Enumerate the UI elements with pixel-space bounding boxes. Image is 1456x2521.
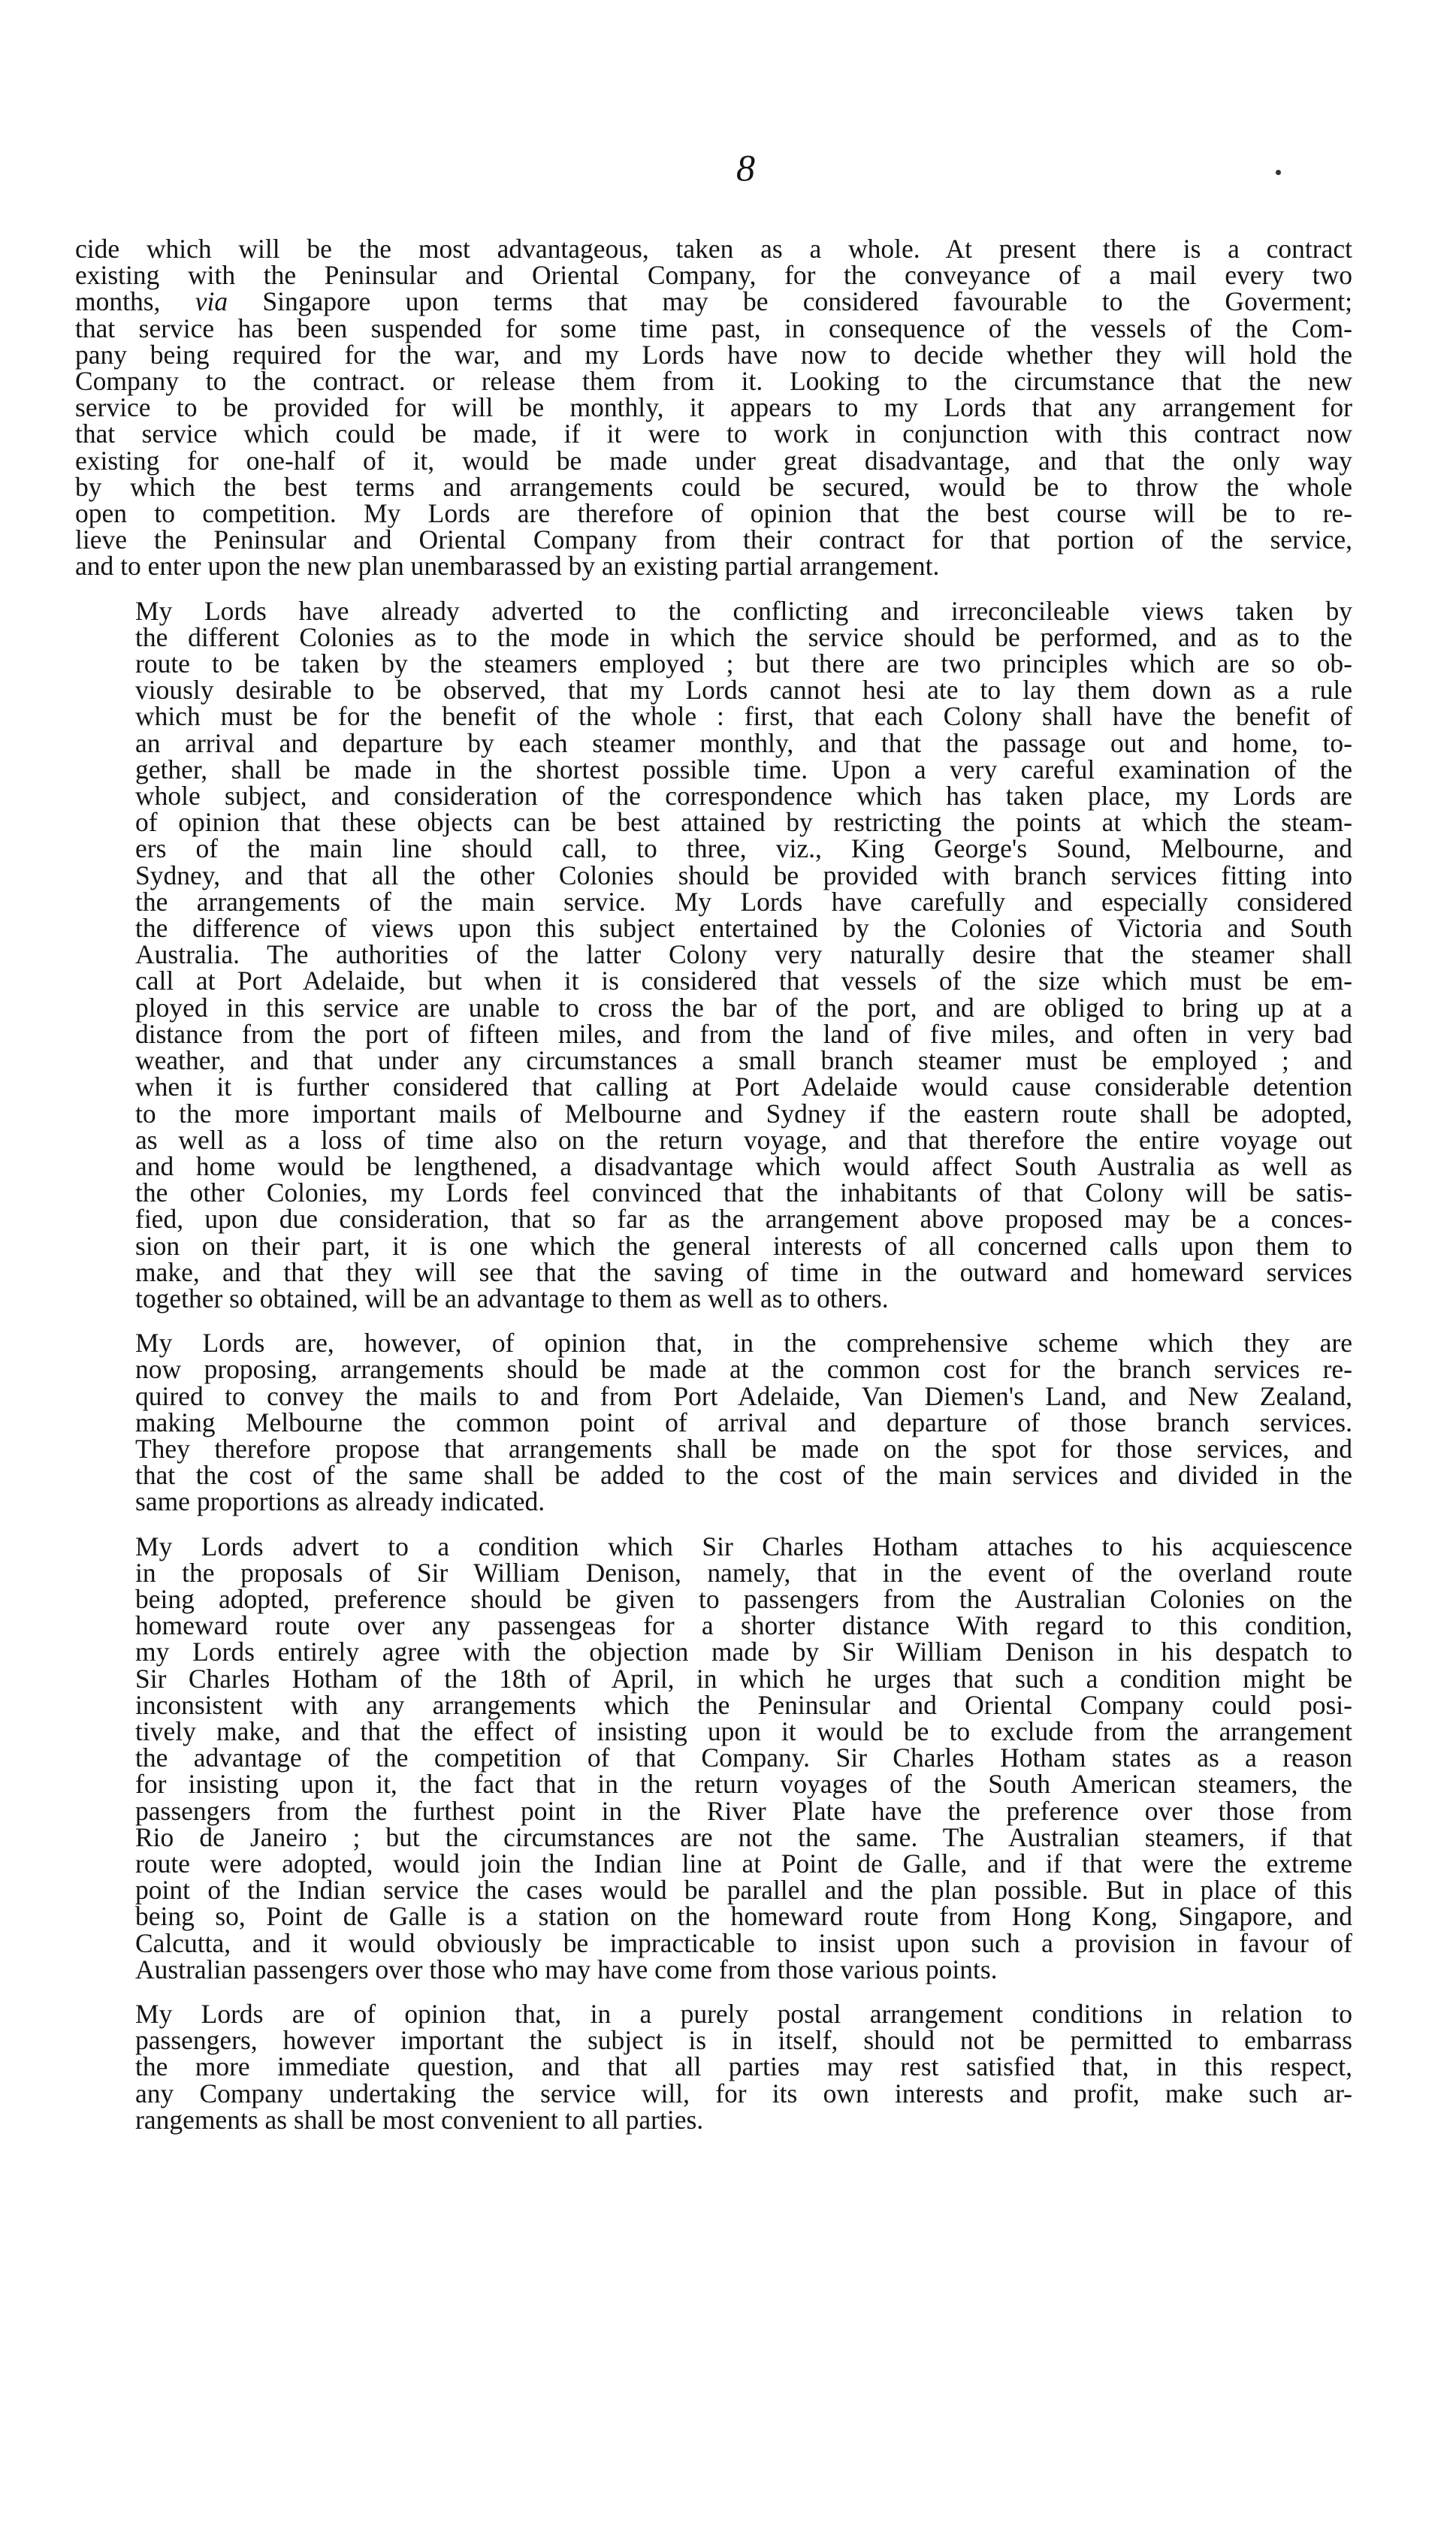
page-number: 8	[736, 147, 755, 189]
text-line: whole subject, and consideration of the correspondence which has taken place, my Lords are	[135, 781, 1352, 812]
text-line: the advantage of the competition of that Company. Sir Charles Hotham states as a reason	[135, 1743, 1352, 1773]
text-line: passengers from the furthest point in the River Plate have the preference over those from	[135, 1795, 1352, 1826]
text-line: the other Colonies, my Lords feel convinced that the inhabitants of that Colony will be satis-	[135, 1177, 1352, 1208]
text-line: route to be taken by the steamers employed ; but there are two principles which are so ob-	[135, 648, 1352, 679]
text-line: passengers, however important the subject is in itself, should not be permitted to embarrass	[135, 2025, 1352, 2056]
text-line: the more immediate question, and that all parties may rest satisfied that, in this respect,	[135, 2051, 1352, 2082]
text-line: lieve the Peninsular and Oriental Company from their contract for that portion of the service,	[75, 524, 1352, 555]
text-line: the difference of views upon this subject entertained by the Colonies of Victoria and South	[135, 913, 1352, 944]
text-line: distance from the port of fifteen miles, and from the land of five miles, and often in very bad	[135, 1018, 1352, 1049]
text-line: point of the Indian service the cases would be parallel and the plan possible. But in place of this	[135, 1875, 1352, 1906]
text-line: which must be for the benefit of the whole : first, that each Colony shall have the benefit of	[135, 701, 1352, 732]
text-line: route were adopted, would join the Indian line at Point de Galle, and if that were the extreme	[135, 1848, 1352, 1879]
text-line: Australia. The authorities of the latter Colony very naturally desire that the steamer shall	[135, 939, 1352, 970]
text-line: when it is further considered that calling at Port Adelaide would cause considerable detention	[135, 1072, 1352, 1102]
text-line: being adopted, preference should be given to passengers from the Australian Colonies on the	[135, 1583, 1352, 1614]
text-line: months, via Singapore upon terms that may be considered favourable to the Goverment;	[75, 286, 1352, 317]
text-line: Company to the contract. or release them from it. Looking to the circumstance that the new	[75, 366, 1352, 397]
text-line: ployed in this service are unable to cross the bar of the port, and are obliged to bring up at a	[135, 992, 1352, 1023]
text-line: inconsistent with any arrangements which the Peninsular and Oriental Company could posi-	[135, 1689, 1352, 1720]
text-line: together so obtained, will be an advantage to them as well as to others.	[135, 1283, 889, 1313]
text-line: gether, shall be made in the shortest possible time. Upon a very careful examination of the	[135, 754, 1352, 784]
text-line: Rio de Janeiro ; but the circumstances are not the same. The Australian steamers, if that	[135, 1821, 1352, 1852]
text-line: ers of the main line should call, to three, viz., King George's Sound, Melbourne, and	[135, 833, 1352, 864]
text-line: existing for one-half of it, would be made under great disadvantage, and that the only way	[75, 445, 1352, 476]
paragraph	[75, 1330, 1352, 1515]
text-line: that the cost of the same shall be added to the cost of the main services and divided in the	[135, 1460, 1352, 1491]
text-line: in the proposals of Sir William Denison, namely, that in the event of the overland route	[135, 1557, 1352, 1588]
text-line: now proposing, arrangements should be made at the common cost for the branch services re-	[135, 1354, 1352, 1385]
text-line: any Company undertaking the service will, for its own interests and profit, make such ar-	[135, 2078, 1352, 2108]
text-line: an arrival and departure by each steamer monthly, and that the passage out and home, to-	[135, 727, 1352, 758]
text-line: and to enter upon the new plan unembarassed by an existing partial arrangement.	[75, 551, 940, 582]
text-line: make, and that they will see that the saving of time in the outward and homeward services	[135, 1256, 1352, 1287]
paragraph	[75, 2001, 1352, 2133]
text-line: being so, Point de Galle is a station on the homeward route from Hong Kong, Singapore, and	[135, 1901, 1352, 1932]
text-line: my Lords entirely agree with the objection made by Sir William Denison in his despatch to	[135, 1637, 1352, 1667]
text-line: cide which will be the most advantageous, taken as a whole. At present there is a contract	[75, 234, 1352, 264]
text-line: viously desirable to be observed, that my Lords cannot hesi ate to lay them down as a rule	[135, 675, 1352, 706]
text-line: for insisting upon it, the fact that in the return voyages of the South American steamers, the	[135, 1769, 1352, 1800]
text-line: to the more important mails of Melbourne and Sydney if the eastern route shall be adopted,	[135, 1098, 1352, 1129]
text-line: as well as a loss of time also on the return voyage, and that therefore the entire voyage out	[135, 1124, 1352, 1155]
text-line: rangements as shall be most convenient to all parties.	[135, 2104, 704, 2135]
text-line: the different Colonies as to the mode in which the service should be performed, and as to the	[135, 621, 1352, 652]
text-line: that service has been suspended for some time past, in consequence of the vessels of the Com-	[75, 313, 1352, 343]
paragraph	[75, 236, 1352, 580]
text-line: the arrangements of the main service. My Lords have carefully and especially considered	[135, 886, 1352, 917]
text-line: My Lords are of opinion that, in a purely postal arrangement conditions in relation to	[135, 1999, 1352, 2029]
text-line: same proportions as already indicated.	[135, 1486, 545, 1517]
text-line: weather, and that under any circumstances a small branch steamer must be employed ; and	[135, 1045, 1352, 1076]
text-line: of opinion that these objects can be best attained by restricting the points at which the steam-	[135, 807, 1352, 838]
text-line: and home would be lengthened, a disadvantage which would affect South Australia as well as	[135, 1150, 1352, 1181]
text-line: Calcutta, and it would obviously be impracticable to insist upon such a provision in favour of	[135, 1927, 1352, 1958]
paragraph	[75, 1531, 1352, 1984]
text-line: My Lords advert to a condition which Sir Charles Hotham attaches to his acquiescence	[135, 1531, 1352, 1561]
text-line: call at Port Adelaide, but when it is considered that vessels of the size which must be em-	[135, 966, 1352, 996]
text-line: making Melbourne the common point of arrival and departure of those branch services.	[135, 1407, 1352, 1437]
text-line: Sir Charles Hotham of the 18th of April, in which he urges that such a condition might be	[135, 1663, 1352, 1694]
text-line: sion on their part, it is one which the general interests of all concerned calls upon them to	[135, 1230, 1352, 1261]
document-page	[75, 0, 1352, 2521]
text-line: Australian passengers over those who may have come from those various points.	[135, 1954, 998, 1984]
text-line: open to competition. My Lords are therefore of opinion that the best course will be to re-	[75, 498, 1352, 529]
text-line: tively make, and that the effect of insisting upon it would be to exclude from the arrangement	[135, 1715, 1352, 1746]
text-line: They therefore propose that arrangements shall be made on the spot for those services, and	[135, 1433, 1352, 1464]
margin-dot	[1276, 170, 1281, 175]
text-line: service to be provided for will be monthly, it appears to my Lords that any arrangement for	[75, 392, 1352, 423]
text-line: existing with the Peninsular and Oriental Company, for the conveyance of a mail every two	[75, 260, 1352, 291]
text-line: Sydney, and that all the other Colonies should be provided with branch services fitting into	[135, 860, 1352, 890]
text-line: that service which could be made, if it were to work in conjunction with this contract now	[75, 419, 1352, 449]
text-line: quired to convey the mails to and from Port Adelaide, Van Diemen's Land, and New Zealand,	[135, 1380, 1352, 1411]
text-line: My Lords have already adverted to the conflicting and irreconcileable views taken by	[135, 595, 1352, 626]
text-line: pany being required for the war, and my Lords have now to decide whether they will hold the	[75, 339, 1352, 370]
body-text	[75, 236, 1352, 2151]
text-line: My Lords are, however, of opinion that, in the comprehensive scheme which they are	[135, 1328, 1352, 1359]
paragraph	[75, 595, 1352, 1313]
text-line: homeward route over any passengeas for a shorter distance With regard to this condition,	[135, 1610, 1352, 1641]
text-line: by which the best terms and arrangements could be secured, would be to throw the whole	[75, 471, 1352, 502]
text-line: fied, upon due consideration, that so far as the arrangement above proposed may be a conces-	[135, 1204, 1352, 1235]
